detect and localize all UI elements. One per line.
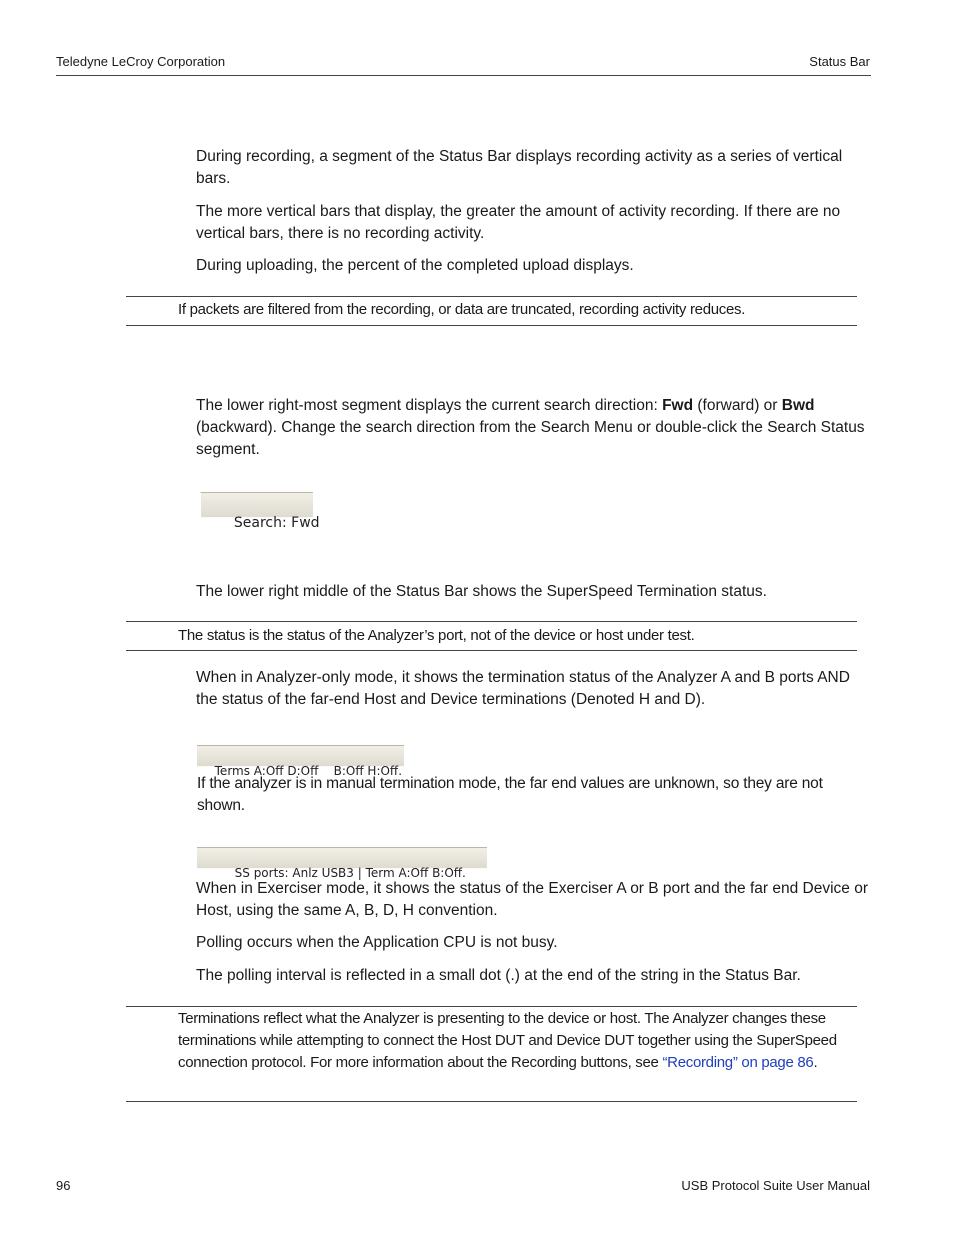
- search-paragraph: [196, 395, 868, 461]
- termination-note-1-text: The status is the status of the Analyzer’s port, not of the device or host under test.: [178, 627, 695, 644]
- termination-paragraph-2: When in Analyzer-only mode, it shows the termination status of the Analyzer A and B ports AND the status of the far-end Host and Device terminations (Denoted H and D).: [196, 669, 850, 708]
- termination-paragraph-1: The lower right middle of the Status Bar shows the SuperSpeed Termination status.: [196, 583, 767, 600]
- ss-ports-status-image: [197, 847, 487, 880]
- termination-note-2-end: .: [813, 1054, 818, 1071]
- footer-title: USB Protocol Suite User Manual: [681, 1178, 870, 1193]
- search-status-image: [200, 492, 320, 531]
- search-text-mid: (forward) or: [693, 397, 782, 414]
- search-bwd-term: Bwd: [781, 397, 815, 414]
- recording-paragraph-3: During uploading, the percent of the completed upload displays.: [196, 257, 634, 274]
- search-status-text: Search: Fwd: [233, 515, 320, 531]
- recording-note: [126, 296, 857, 326]
- header-right: Status Bar: [809, 54, 870, 69]
- search-text-end: (backward). Change the search direction from the Search Menu or double-click the Search Status segment.: [196, 419, 865, 458]
- ss-ports-status-text: SS ports: Anlz USB3 | Term A:Off B:Off.: [234, 866, 466, 880]
- page-number: 96: [56, 1178, 71, 1193]
- termination-paragraph-3: If the analyzer is in manual termination mode, the far end values are unknown, so they are not shown.: [197, 775, 823, 814]
- header-rule: [56, 75, 871, 76]
- header-left: Teledyne LeCroy Corporation: [56, 54, 226, 69]
- search-fwd-term: Fwd: [662, 397, 694, 414]
- recording-note-text: If packets are filtered from the recording, or data are truncated, recording activity reduces.: [178, 301, 746, 318]
- termination-paragraph-4: When in Exerciser mode, it shows the status of the Exerciser A or B port and the far end Device or Host, using the same A, B, D, H convention.: [196, 880, 868, 919]
- termination-note-1: [126, 621, 857, 651]
- termination-paragraph-6: The polling interval is reflected in a small dot (.) at the end of the string in the Status Bar.: [196, 967, 801, 984]
- termination-paragraph-5: Polling occurs when the Application CPU is not busy.: [196, 934, 558, 951]
- termination-note-2: [126, 1006, 857, 1102]
- recording-paragraph-2: The more vertical bars that display, the greater the amount of activity recording. If there are no vertical bars, there is no recording activity.: [196, 203, 841, 242]
- search-text-start: The lower right-most segment displays the current search direction:: [196, 397, 663, 414]
- recording-page-link[interactable]: “Recording” on page 86: [662, 1054, 814, 1071]
- termination-note-2-body: Terminations reflect what the Analyzer is presenting to the device or host. The Analyzer changes these terminations while attempting to connect the Host DUT and Device DUT together using the SuperSpeed connection protocol. For more information about the Recording buttons, see: [178, 1010, 837, 1071]
- termination-note-2-text: [126, 1007, 868, 1074]
- terms-status-text: Terms A:Off D:Off B:Off H:Off.: [214, 764, 403, 778]
- terms-status-image: [197, 745, 404, 778]
- recording-paragraph-1: During recording, a segment of the Status Bar displays recording activity as a series of vertical bars.: [196, 148, 843, 187]
